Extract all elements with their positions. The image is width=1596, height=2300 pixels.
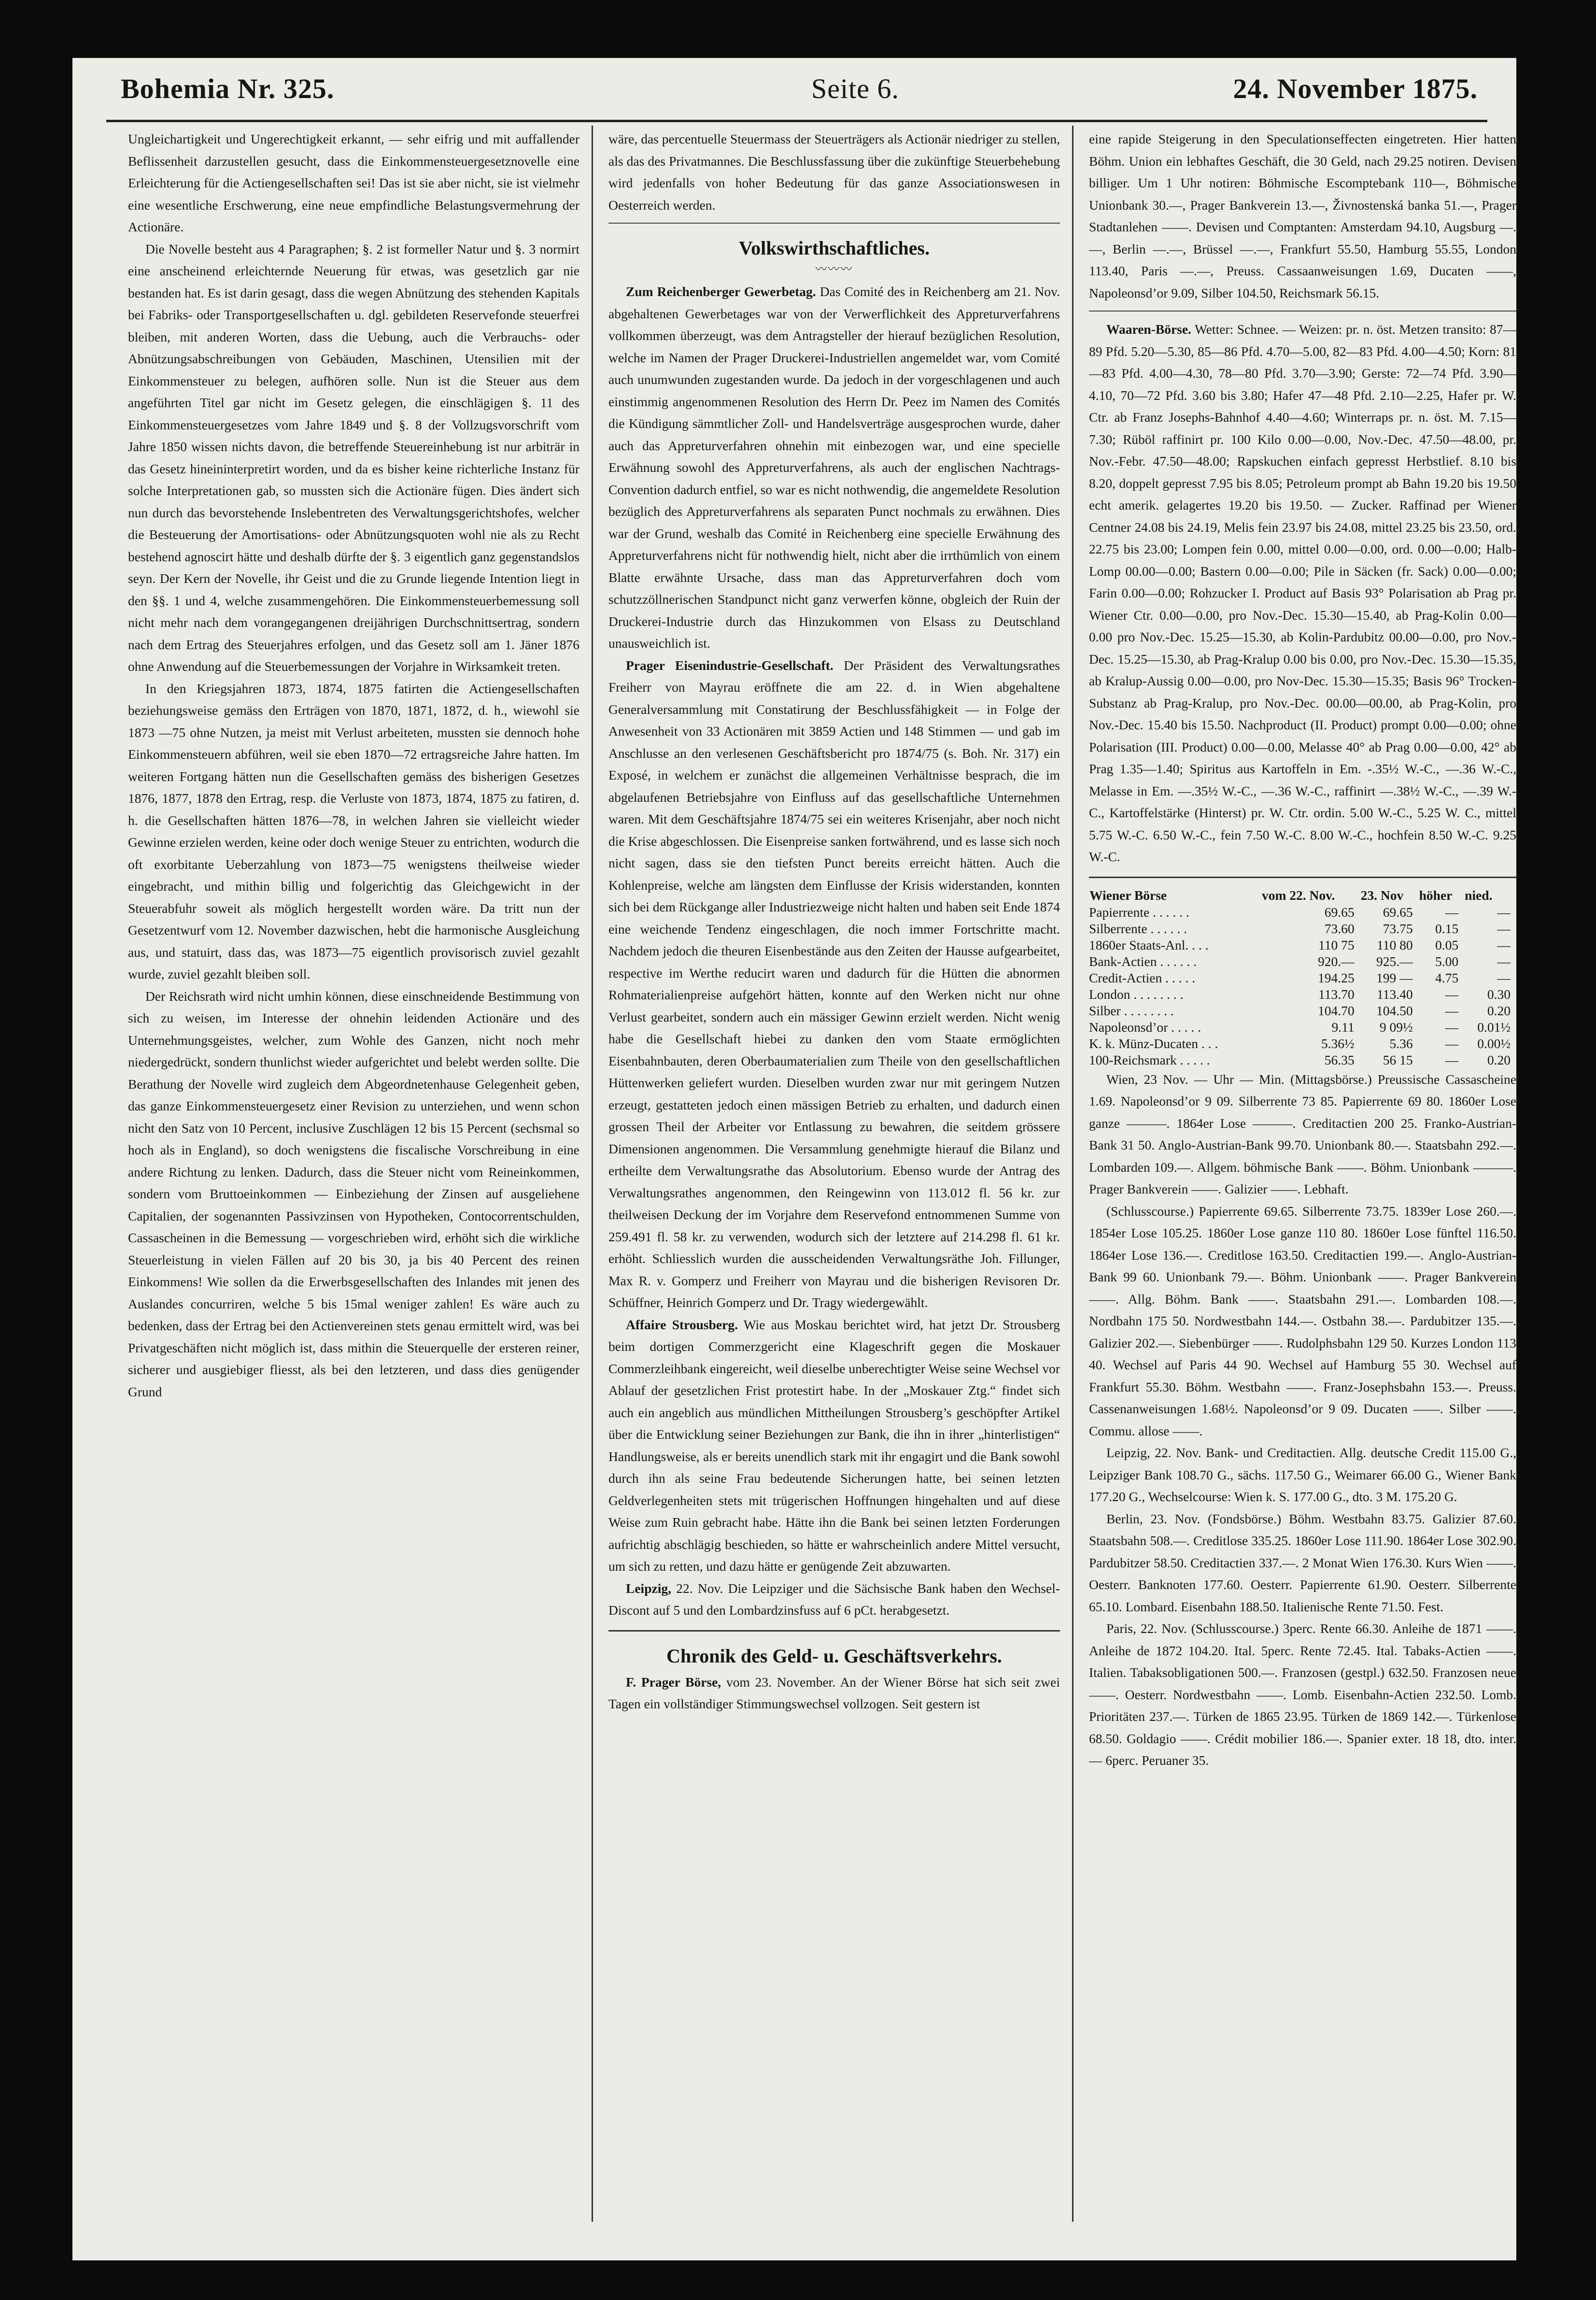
table-cell: 925.— (1376, 953, 1413, 969)
market-report: eine rapide Steigerung in den Speculationseffecten eingetreten. Hier hatten Böhm. Union ein lebhaftes Geschäft, die 30 Geld, nach 29.25 notiren. Devisen billiger. Um 1 Uhr notiren: Böhmische Escomptebank 110—, Böhmische Unionbank 30.—, Prager Bankverein 13.—, Živnostenská banka 51.—, Prager Stadtanlehen ——. Devisen und Comptanten: Amsterdam 94.10, Augsburg —.—, Berlin —.—, Brüssel —.—, Frankfurt 55.50, Hamburg 55.55, London 113.40, Paris —.—, Preuss. Cassaanweisungen 1.69, Ducaten ——, Napoleonsd’or 9.09, Silber 104.50, Reichsmark 56.15. (1089, 131, 1516, 300)
table-cell: Silber . . . . . . . . (1089, 1003, 1174, 1018)
market-report: Wien, 23 Nov. — Uhr — Min. (Mittagsbörse.) Preussische Cassascheine 1.69. Napoleonsd’or 9 09. Silberrente 73 85. Papierrente 69 80. 1860er Lose ganze ———. 1864er Lose ———. Creditactien 200 25. Franko-Austrian-Bank 31 50. Anglo-Austrian-Bank 99.70. Unionbank 80.—. Staatsbahn 292.—. Lombarden 109.—. Allgem. böhmische Bank ——. Böhm. Unionbank ———. Prager Bankverein ——. Galizier ——. Lebhaft. (1089, 1071, 1516, 1196)
newspaper-page (72, 58, 1516, 2260)
market-report-title: Waaren-Börse. (1106, 322, 1191, 337)
table-cell: Papierrente . . . . . . (1089, 904, 1189, 920)
table-cell: London . . . . . . . . (1089, 986, 1184, 1002)
news-item-title: Leipzig, (626, 1580, 671, 1596)
table-cell: 69.65 (1383, 904, 1413, 920)
table-cell: 110 80 (1377, 937, 1413, 952)
column-2 (608, 128, 1060, 2219)
news-item-title: Zum Reichenberger Gewerbetag. (626, 284, 816, 299)
issue-number: Bohemia Nr. 325. (121, 73, 335, 104)
article-paragraph: In den Kriegsjahren 1873, 1874, 1875 fatirten die Actiengesellschaften beziehungsweise gemäss den Erträgen von 1870, 1871, 1872, d. h., wiewohl sie 1873 —75 ohne Nutzen, ja meist mit Verlust arbeiteten, mussten sie dennoch hohe Einkommensteuern abführen, weil sie eben 1870—72 ertragsreiche Jahre hatten. Im weiteren Fortgang hätten nun die Gesellschaften gemäss des bisherigen Gesetzes 1876, 1877, 1878 den Ertrag, resp. die Verluste von 1873, 1874, 1875 zu fatiren, d. h. die Gesellschaften hätten 1876—78, in welchen Jahren sie vielleicht wieder Gewinne erzielen werden, keine oder doch wenige Steuer zu entrichten, wodurch die oft exorbitante Ueberzahlung von 1873—75 wenigstens theilweise wieder eingebracht, und mithin billig und folgerichtig das Gleichgewicht in der Steuerabfuhr soweit als möglich hergestellt worden wäre. Da tritt nun der Gesetzentwurf vom 12. November dazwischen, hebt die harmonische Ausgleichung aus, und statuirt, dass das, was 1873—75 eigentlich provisorisch zuviel gezahlt wurde, zuviel gezahlt bleiben soll. (128, 681, 579, 981)
table-cell: 113.70 (1318, 986, 1355, 1002)
table-cell: 113.40 (1377, 986, 1413, 1002)
market-report: Leipzig, 22. Nov. Bank- und Creditactien. Allg. deutsche Credit 115.00 G., Leipziger Bank 108.70 G., sächs. 117.50 G., Weimarer 66.00 G., Wiener Bank 177.20 G., Wechselcourse: Wien k. S. 177.00 G., dto. 3 M. 175.20 G. (1089, 1445, 1516, 1504)
table-cell: 104.50 (1376, 1003, 1413, 1018)
news-item-text: Der Präsident des Verwaltungsrathes Freiherr von Mayrau eröffnete die am 22. d. in Wien abgehaltene Generalversammlung mit Constatirung der Beschlussfähigkeit — in Folge der Anwesenheit von 33 Actionären mit 3859 Actien und 148 Stimmen — und gab im Anschlusse an den verlesenen Geschäftsbericht pro 1874/75 (s. Boh. Nr. 317) ein Exposé, in welchem er zunächst die allgemeinen Verhältnisse besprach, die im abgelaufenen Betriebsjahre von Einfluss auf das gesellschaftliche Unternehmen waren. Mit dem Geschäftsjahre 1874/75 sei ein weiteres Krisenjahr, aber noch nicht die Krise abgeschlossen. Die Eisenpreise sanken fortwährend, und es lasse sich noch nicht sagen, dass sie den tiefsten Punct bereits erreicht hätten. Auch die Kohlenpreise, welche am längsten dem Einflusse der Krisis widerstanden, konnten sich bei dem Rückgange aller Industriezweige nicht halten und haben seit Ende 1874 eine weichende Tendenz eingeschlagen, die noch immer Fortschritte macht. Nachdem jedoch die theuren Eisenbestände aus den Zeiten der Hausse aufgearbeitet, respective im Werthe reducirt waren und dadurch für die Hütten die abnormen Rohmaterialienpreise aufgehört hätten, konnte auf den Werken nicht nur ohne Verlust gearbeitet, sondern auch ein mässiger Gewinn erzielt werden. Nicht wenig habe die Gesellschaft hiebei zu danken den vom Staate ermöglichten Eisenbahnbauten, deren Oberbaumaterialien zum Theile von den gesellschaftlichen Hüttenwerken geliefert wurden. Dieselben wurden zwar nur mit geringem Nutzen erzeugt, gestatteten jedoch einen mässigen Betrieb zu erhalten, und dadurch einen grossen Theil der Arbeiter vor Entlassung zu bewahren, die seitdem grössere Dimensionen angenommen. Die Versammlung genehmigte hierauf die Bilanz und ertheilte dem Verwaltungsrathe das Absolutorium. Ebenso wurde der Antrag des Verwaltungsrathes angenommen, den Reingewinn von 113.012 fl. 56 kr. zur theilweisen Deckung der im Vorjahre dem Reservefond entnommenen Summe von 259.491 fl. 58 kr. zu verwenden, wodurch sich der letztere auf 214.298 fl. 61 kr. erhöht. Schliesslich wurden die ausscheidenden Verwaltungsräthe Joh. Fillunger, Max R. v. Gomperz und Freiherr von Mayrau und die bisherigen Revisoren Dr. Schüffner, Heinrich Gomperz und Dr. Tragy wiedergewählt. (608, 657, 1060, 1310)
vienna-exchange-table (1089, 887, 1516, 1068)
table-cell: 0.00½ (1477, 1036, 1511, 1051)
table-cell: — (1497, 921, 1511, 936)
table-cell: — (1445, 986, 1459, 1002)
table-cell: 100-Reichsmark . . . . . (1089, 1052, 1210, 1067)
article-paragraph: wäre, das percentuelle Steuermass der Steuerträgers als Actionär niedriger zu stellen, als das des Privatmannes. Die Beschlussfassung über die zukünftige Steuerbehebung wird jedenfalls von hoher Bedeutung für das ganze Associationswesen in Oesterreich werden. (608, 131, 1060, 213)
market-report: Berlin, 23. Nov. (Fondsbörse.) Böhm. Westbahn 83.75. Galizier 87.60. Staatsbahn 508.—. Creditlose 335.25. 1860er Lose 111.90. 1864er Lose 302.90. Pardubitzer 58.50. Creditactien 337.—. 2 Monat Wien 176.30. Kurs Wien ——. Oesterr. Banknoten 177.60. Oesterr. Papierrente 61.90. Oesterr. Silberrente 65.10. Lombard. Eisenbahn 188.50. Italienische Rente 71.50. Fest. (1089, 1511, 1516, 1614)
section-divider (1089, 311, 1516, 312)
issue-date: 24. November 1875. (1233, 73, 1478, 104)
table-cell: — (1497, 937, 1511, 952)
market-report (1089, 318, 1516, 868)
table-cell: — (1445, 1019, 1459, 1035)
market-report-text: Wetter: Schnee. — Weizen: pr. n. öst. Metzen transito: 87—89 Pfd. 5.20—5.30, 85—86 Pfd. 4.70—5.00, 82—83 Pfd. 4.00—4.50; Korn: 81—83 Pfd. 4.00—4.30, 78—80 Pfd. 3.70—3.90; Gerste: 72—74 Pfd. 3.90—4.10, 70—72 Pfd. 3.60 bis 3.80; Hafer 47—48 Pfd. 2.10—2.25, Hafer pr. W. Ctr. ab Franz Josephs-Bahnhof 4.40—4.60; Winterraps pr. n. öst. M. 7.15—7.30; Rüböl raffinirt pr. 100 Kilo 0.00—0.00, Nov.-Dec. 47.50—48.00, pr. Nov.-Febr. 47.50—48.00; Rapskuchen einfach gepresst Herbstlief. 8.10 bis 8.20, doppelt gepresst 7.95 bis 8.05; Petroleum prompt ab Bahn 19.20 bis 19.50 echt amerik. gelagertes 19.20 bis 19.50. — Zucker. Raffinad per Wiener Centner 24.08 bis 24.19, Melis fein 23.97 bis 24.08, mittel 23.25 bis 23.50, ord. 22.75 bis 23.00; Lompen fein 0.00, mittel 0.00—0.00, ord. 0.00—0.00; Halb-Lomp 00.00—0.00; Bastern 0.00—0.00; Pile in Säcken (fr. Sack) 0.00—0.00; Farin 0.00—0.00; Rohzucker I. Product auf Basis 93° Polarisation ab Prag pr. Wiener Ctr. 0.00—0.00, pro Nov.-Dec. 15.30—15.40, ab Prag-Kolin 0.00—0.00 pro Nov.-Dec. 15.25—15.30, ab Kolin-Pardubitz 00.00—0.00, pro Nov.-Dec. 15.25—15.30, ab Prag-Kralup 0.00 bis 0.00, pro Nov.-Dec. 15.30—15.35, ab Kralup-Aussig 0.00—0.00, pro Nov-Dec. 15.30—15.35; Basis 96° Trocken-Substanz ab Prag-Kralup, pro Nov.-Dec. 00.00—00.00, ab Prag-Kolin, pro Nov.-Dec. 15.40 bis 15.50. Nachproduct (II. Product) prompt 0.00—0.00; ohne Polarisation (III. Product) 0.00—0.00, Melasse 40° ab Prag 0.00—0.00, 42° ab Prag 1.35—1.40; Spiritus aus Kartoffeln in Em. -.35½ W.-C., —.36 W.-C., Melasse in Em. —.35½ W.-C., —.36 W.-C., raffinirt —.38½ W.-C., —.39 W.-C., Kartoffelstärke (Hinterst) pr. W. Ctr. ordin. 5.00 W.-C., 5.25 W. C., mittel 5.75 W.-C. 6.50 W.-C., fein 7.50 W.-C. 8.00 W.-C., hochfein 8.50 W.-C. 9.25 W.-C. (1089, 322, 1516, 864)
table-row (1089, 953, 1516, 970)
table-cell: 0.01½ (1477, 1019, 1511, 1035)
table-cell: 5.36 (1389, 1036, 1413, 1051)
article-paragraph: Die Novelle besteht aus 4 Paragraphen; §. 2 ist formeller Natur und §. 3 normirt eine anscheinend erleichternde Neuerung für etwas, was gesetzlich gar nie bestanden hat. Es ist darin gesagt, dass die wegen Abnützung des stehenden Kapitals bei Fabriks- oder Transportgesellschaften u. dgl. gebildeten Reservefonde steuerfrei bleiben, mit anderen Worten, dass die Uebung, auch die Verbrauchs- oder Abnützungsabschreibungen von Gebäuden, Maschinen, Utensilien mit der Einkommensteuer zu belegen, aufhören solle. Nun ist die Steuer aus dem angeführten Titel gar nicht im Gesetz gelegen, die einschlägigen §. 11 des Einkommensteuergesetzes vom Jahre 1849 und §. 8 der Vollzugsvorschrift vom Jahre 1850 wissen nichts davon, die betreffende Steuereinhebung ist nur arbiträr in das Gesetz hineininterpretirt worden, und da es bisher keine richterliche Instanz für solche Interpretationen gab, so mussten sich die Actionäre fügen. Dies ändert sich nun durch das bevorstehende Inslebentreten des Verwaltungsgerichtshofes, welcher die Besteuerung der Amortisations- oder Abnützungsquoten wohl nie als zu Recht bestehend agnoscirt hätte und deshalb dürfte der §. 3 eigentlich ganz gegenstandslos seyn. Der Kern der Novelle, ihr Geist und die zu Grunde liegende Intention liegt in den §§. 1 und 4, welche zusammengehören. Die Einkommensteuerbemessung soll nicht mehr nach dem vorangegangenen dreijährigen Durchschnittsertrag, sondern nach dem Ertrag des Steuerjahres erfolgen, und das Gesetz soll am 1. Jäner 1876 ohne Anwendung auf die Steuerbemessungen der Vorjahre in Wirksamkeit treten. (128, 241, 579, 674)
table-cell: 0.30 (1487, 986, 1511, 1002)
table-row (1089, 1019, 1516, 1036)
table-cell: Napoleonsd’or . . . . . (1089, 1019, 1201, 1035)
table-cell: 0.20 (1487, 1003, 1511, 1018)
news-item-title: Affaire Strousberg. (626, 1317, 738, 1332)
table-cell: — (1445, 904, 1459, 920)
page-number: Seite 6. (811, 73, 899, 104)
table-title: Wiener Börse (1089, 887, 1167, 903)
table-cell: 56.35 (1324, 1052, 1355, 1067)
table-cell: 69.65 (1324, 904, 1355, 920)
section-divider (608, 1630, 1060, 1632)
column-1 (128, 128, 579, 2219)
table-row (1089, 937, 1516, 953)
news-item-text: vom 23. November. An der Wiener Börse hat sich seit zwei Tagen ein vollständiger Stimmungswechsel vollzogen. Seit gestern ist (608, 1674, 1060, 1711)
table-row (1089, 970, 1516, 986)
table-row (1089, 1052, 1516, 1068)
table-row (1089, 921, 1516, 937)
market-report: (Schlusscourse.) Papierrente 69.65. Silberrente 73.75. 1839er Lose 260.—. 1854er Lose 105.25. 1860er Lose ganze 110 80. 1860er Lose fünftel 116.50. 1864er Lose 136.—. Creditlose 163.50. Creditactien 199.—. Anglo-Austrian-Bank 99 60. Unionbank 79.—. Böhm. Unionbank ——. Prager Bankverein ——. Allg. Böhm. Bank ——. Staatsbahn 291.—. Lombarden 108.—. Nordbahn 175 50. Nordwestbahn 144.—. Ostbahn 38.—. Pardubitzer 135.—. Galizier 202.—. Siebenbürger ——. Rudolphsbahn 129 50. Kurzes London 113 40. Wechsel auf Paris 44 90. Wechsel auf Hamburg 55 30. Wechsel auf Frankfurt 55.30. Böhm. Westbahn ——. Franz-Josephsbahn 153.—. Preuss. Cassenanweisungen 1.68½. Napoleonsd’or 9 09. Ducaten ——. Silber ——. Commu. allose ——. (1089, 1203, 1516, 1438)
market-report: Paris, 22. Nov. (Schlusscourse.) 3perc. Rente 66.30. Anleihe de 1871 ——. Anleihe de 1872 104.20. Ital. 5perc. Rente 72.45. Ital. Tabaks-Actien ——. Italien. Tabaksobligationen 500.—. Franzosen (gestpl.) 632.50. Franzosen neue ——. Oesterr. Nordwestbahn ——. Lomb. Eisenbahn-Actien 232.50. Lomb. Prioritäten 237.—. Türken de 1865 23.95. Türken de 1869 142.—. Türkenlose 68.50. Goldagio ——. Crédit mobilier 186.—. Spanier exter. 18 18, dto. inter. — 6perc. Peruaner 35. (1089, 1621, 1516, 1768)
news-item-text: 22. Nov. Die Leipziger und die Sächsische Bank haben den Wechsel-Discont auf 5 und den Lombardzinsfuss auf 6 pCt. herabgesetzt. (608, 1580, 1060, 1618)
news-item-title: Prager Eisenindustrie-Gesellschaft. (626, 657, 833, 673)
news-item-text: Das Comité des in Reichenberg am 21. Nov. abgehaltenen Gewerbetages war von der Verwerflichkeit des Appreturverfahrens vollkommen überzeugt, was dem Antragsteller der hierauf bezüglichen Resolution, welche im Namen der Prager Druckerei-Industriellen angemeldet war, vom Comité auch unumwunden zugestanden wurde. Da jedoch in der vorgeschlagenen und auch einstimmig angenommenen Resolution des Herrn Dr. Peez im Namen des Comités die Kündigung sämmtlicher Zoll- und Handelsverträge ausgesprochen wurde, daher auch das Appreturverfahren ohnehin mit einbezogen war, und eine specielle Erwähnung sowohl des Appreturverfahrens, als auch der englischen Nachtrags-Convention dadurch entfiel, so war es nicht nothwendig, die angemeldete Resolution bezüglich des Appreturverfahrens als separaten Punct nochmals zu erwähnen. Dies war der Grund, weshalb das Comité in Reichenberg eine specielle Erwähnung des Appreturverfahrens nicht für nothwendig hielt, nicht aber die irrthümlich von einem Blatte erwähnte Ursache, dass man das Appreturverfahren doch vom schutzzöllnerischen Standpunct nicht ganz verwerfen könne, obgleich der Ruin der Druckerei-Industrie durch das Hinzukommen von Elsass zu Deutschland unausweichlich ist. (608, 284, 1060, 651)
news-item (608, 1671, 1060, 1715)
table-cell: — (1497, 970, 1511, 985)
column-3 (1089, 128, 1516, 2219)
table-cell: 9 09½ (1379, 1019, 1413, 1035)
column-rule-1 (592, 126, 593, 2222)
top-rule (106, 120, 1487, 122)
column-rule-2 (1072, 126, 1073, 2222)
table-cell: 920.— (1318, 953, 1355, 969)
table-header-cell: vom 22. Nov. (1261, 887, 1335, 903)
table-cell: 5.00 (1435, 953, 1459, 969)
ornament-divider: 〰〰〰 (815, 263, 853, 276)
news-item (608, 654, 1060, 1314)
table-cell: K. k. Münz-Ducaten . . . (1089, 1036, 1218, 1051)
table-cell: 1860er Staats-Anl. . . . (1089, 937, 1209, 952)
table-cell: 194.25 (1318, 970, 1355, 985)
masthead (116, 72, 1478, 126)
table-cell: — (1497, 953, 1511, 969)
news-item (608, 1577, 1060, 1621)
section-heading-economics: Volkswirthschaftliches. (738, 237, 930, 259)
section-heading-chronicle: Chronik des Geld- u. Geschäftsverkehrs. (666, 1645, 1002, 1667)
table-row (1089, 904, 1516, 921)
table-cell: Credit-Actien . . . . . (1089, 970, 1195, 985)
table-cell: 0.20 (1487, 1052, 1511, 1067)
table-cell: 5.36½ (1321, 1036, 1355, 1051)
table-cell: 4.75 (1435, 970, 1459, 985)
table-cell: 73.75 (1383, 921, 1413, 936)
table-cell: Bank-Actien . . . . . . (1089, 953, 1197, 969)
news-item (608, 281, 1060, 654)
table-cell: 0.15 (1435, 921, 1459, 936)
table-row (1089, 986, 1516, 1003)
news-item-text: Wie aus Moskau berichtet wird, hat jetzt Dr. Strousberg beim dortigen Commerzgericht eine Klageschrift gegen die Moskauer Commerzleihbank eingereicht, weil dieselbe unberechtigter Weise seine Wechsel vor Ablauf der gesetzlichen Frist protestirt habe. In der „Moskauer Ztg.“ findet sich auch ein angeblich aus mündlichen Mittheilungen Strousberg’s geschöpfter Artikel über die Entwicklung seiner Beziehungen zur Bank, die ihn in ihrer „hinterlistigen“ Handlungsweise, als er bereits unendlich stark mit ihr engagirt und die Bank sowohl durch ihn als seine Frau bedeutende Sicherungen hatte, bei seinen letzten Geldverlegenheiten stets mit trügerischen Hoffnungen hingehalten und auf diese Weise zum Ruin gebracht habe. Hätte ihn die Bank bei seinen letzten Forderungen aufrichtig abschlägig beschieden, so hätte er wahrscheinlich andere Mittel versucht, um sich zu retten, und dazu hätte er genügende Zeit abzuwarten. (608, 1317, 1060, 1574)
table-cell: 0.05 (1435, 937, 1459, 952)
table-header-cell: 23. Nov (1360, 887, 1404, 903)
table-header-cell: nied. (1465, 887, 1493, 903)
article-paragraph: Ungleichartigkeit und Ungerechtigkeit erkannt, — sehr eifrig und mit auffallender Beflissenheit darzustellen gesucht, dass die Einkommensteuergesetznovelle eine Erleichterung für die Actiengesellschaften sei! Das ist sie aber nicht, sie ist vielmehr eine wesentliche Erschwerung, eine neue empfindliche Belastungsvermehrung der Actionäre. (128, 131, 579, 234)
section-divider (608, 223, 1060, 224)
section-divider (1089, 877, 1516, 878)
table-cell: 104.70 (1318, 1003, 1355, 1018)
table-cell: 9.11 (1331, 1019, 1355, 1035)
table-header-row (1089, 887, 1516, 904)
table-header-cell: höher (1419, 887, 1453, 903)
table-cell: 110 75 (1318, 937, 1355, 952)
table-cell: Silberrente . . . . . . (1089, 921, 1187, 936)
table-cell: — (1445, 1052, 1459, 1067)
table-cell: — (1445, 1003, 1459, 1018)
table-row (1089, 1003, 1516, 1019)
table-cell: 56 15 (1383, 1052, 1413, 1067)
news-item (608, 1314, 1060, 1577)
table-cell: — (1445, 1036, 1459, 1051)
news-item-title: F. Prager Börse, (626, 1674, 721, 1690)
table-cell: — (1497, 904, 1511, 920)
table-cell: 199 — (1376, 970, 1413, 985)
article-paragraph: Der Reichsrath wird nicht umhin können, diese einschneidende Bestimmung von sich zu weisen, im Interesse der ohnehin leidenden Actionäre und des Unternehmungsgeistes, welcher, zum Wohle des Ganzen, nicht noch mehr niedergedrückt, sondern thunlichst wieder aufgerichtet und belebt werden sollte. Die Berathung der Novelle wird zugleich dem Abgeordnetenhause Gelegenheit geben, das ganze Einkommensteuergesetz einer Revision zu unterziehen, und wenn schon nicht den Satz von 10 Percent, inclusive Zuschlägen 12 bis 15 Percent (sechsmal so hoch als in England), so doch wenigstens die fiscalische Vorschreibung in eine andere Richtung zu lenken. Dadurch, dass die Steuer nicht vom Reineinkommen, sondern vom Bruttoeinkommen — Einbeziehung der Zinsen auf ausgeliehene Capitalien, der sogenannten Passivzinsen von Hypotheken, Contocorrentschulden, Cassascheinen in die Bemessung — vorgeschrieben wird, erhöht sich die wirkliche Steuerleistung in vielen Fällen auf 20 bis 30, ja bis 40 Percent des reinen Einkommens! Wie sollen da die Erwerbsgesellschaften des Inlandes mit jenen des Auslandes concurriren, welche 5 bis 15mal weniger zahlen! Es wäre auch zu bedenken, dass der Ertrag bei den Actienvereinen stets genau ermittelt wird, was bei Privatgeschäften nicht möglich ist, dass mithin die Steuerquelle der ersteren reiner, sicherer und ausgiebiger fliesst, als bei den letzteren, und dass dies genügender Grund (128, 988, 579, 1399)
table-cell: 73.60 (1324, 921, 1355, 936)
table-row (1089, 1036, 1516, 1052)
